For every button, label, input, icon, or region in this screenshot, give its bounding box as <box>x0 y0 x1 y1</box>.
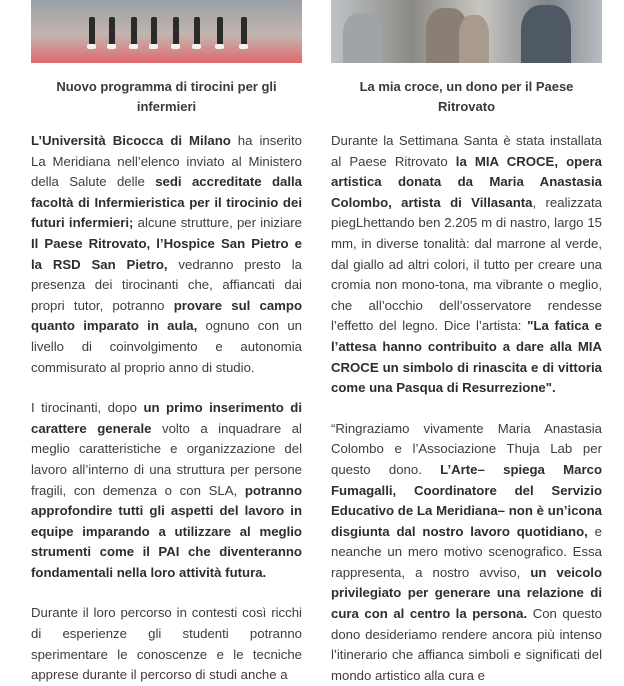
article-paragraph <box>331 131 602 399</box>
photo-detail <box>239 44 248 49</box>
photo-detail <box>89 17 95 45</box>
photo-detail <box>107 44 116 49</box>
article-right <box>331 0 602 686</box>
photo-detail <box>149 44 158 49</box>
text-run: “Ringraziamo vivamente Maria Anastasia Colombo e l’Associazione Thuja Lab per questo dono. <box>331 420 602 477</box>
photo-detail <box>109 17 115 45</box>
bold-text: L’Università Bicocca di Milano <box>31 133 231 148</box>
photo-detail <box>87 44 96 49</box>
bold-text: "La fatica e l’attesa hanno contribuito a dare alla MIA CROCE un simbolo di rinascita e di vittoria come una Pasqua di Resurrezione". <box>331 318 602 396</box>
photo-detail <box>171 44 180 49</box>
photo-detail <box>215 44 224 49</box>
bold-text: L’Arte– spiega Marco Fumagalli, Coordinatore del Servizio Educativo de La Meridiana– non è un’icona disgiunta dal nostro lavoro quotidiano, <box>331 461 602 539</box>
article-image[interactable] <box>31 0 302 63</box>
article-paragraph <box>31 131 302 378</box>
article-title: La mia croce, un dono per il Paese Ritrovato <box>359 79 574 114</box>
photo-detail <box>173 17 179 45</box>
photo-detail <box>194 17 200 45</box>
photo-detail <box>241 17 247 45</box>
text-run: ha inserito La Meridiana nell’elenco inviato al Ministero della Salute delle <box>31 133 302 190</box>
photo-detail <box>521 5 571 63</box>
article-image[interactable] <box>331 0 602 63</box>
bold-text: Il Paese Ritrovato, l’Hospice San Pietro e la RSD San Pietro, <box>31 235 302 272</box>
text-run: volto a inquadrare al meglio caratteristiche e organizzazione del lavoro all’interno di una struttura per persone fragili, con demenza o con SLA, <box>31 420 302 498</box>
article-paragraph <box>31 398 302 583</box>
text-run: e neanche un mero motivo scenografico. Essa rappresenta, a nostro avviso, <box>331 523 603 580</box>
text-run: alcune strutture, per iniziare <box>133 215 303 231</box>
text-run: I tirocinanti, dopo <box>31 400 144 416</box>
text-run: Durante il loro percorso in contesti così ricchi di esperienze gli studenti potranno sperimentare le conoscenze e le tecniche apprese durante il percorso di studi anche a <box>31 605 302 683</box>
photo-detail <box>192 44 201 49</box>
bold-text: provare sul campo quanto imparato in aula, <box>31 297 303 334</box>
bold-text: potranno approfondire tutti gli aspetti del lavoro in equipe imparando a utilizzare al meglio strumenti come il PAI che diventeranno fondamentali nella loro attività futura. <box>31 482 302 580</box>
photo-detail <box>131 17 137 45</box>
bold-text: la MIA CROCE, opera artistica donata da Maria Anastasia Colombo, artista di Villasanta <box>331 153 603 210</box>
text-run: , realizzata piegLhettando ben 2.205 m di nastro, largo 15 mm, in diverse tonalità: dal marrone al verde, dal giallo ad altri colori, il tutto per creare una cromia non mono-tona, ma vibrante o meglio, che all’occhio dell’osservatore rendesse l’effetto del legno. Dice l’artista: <box>331 194 602 334</box>
photo-detail <box>217 17 223 45</box>
article-title: Nuovo programma di tirocini per gli infermieri <box>56 79 277 114</box>
photo-detail <box>459 15 489 63</box>
text-run: Durante la Settimana Santa è stata installata al Paese Ritrovato <box>331 133 602 169</box>
text-run: Con questo dono desideriamo rendere ancora più intenso l’itinerario che affianca simboli e significati del mondo artistico alla cura e <box>331 606 602 683</box>
text-run: vedranno presto la presenza dei tirocinanti che, affiancati dai propri tutor, potranno <box>31 256 302 313</box>
photo-detail <box>129 44 138 49</box>
bold-text: un veicolo privilegiato per generare una relazione di cura con al centro la persona. <box>331 564 603 622</box>
article-paragraph <box>31 603 302 685</box>
text-run: ognuno con un livello di coinvolgimento e autonomia commisurato al proprio anno di studio. <box>31 318 302 375</box>
photo-detail <box>151 17 157 45</box>
article-paragraph <box>331 419 602 686</box>
bold-text: un primo inserimento di carattere generale <box>31 400 302 436</box>
photo-detail <box>343 13 383 63</box>
bold-text: sedi accreditate dalla facoltà di Infermieristica per il tirocinio dei futuri infermieri; <box>31 174 302 231</box>
article-left <box>31 0 302 686</box>
